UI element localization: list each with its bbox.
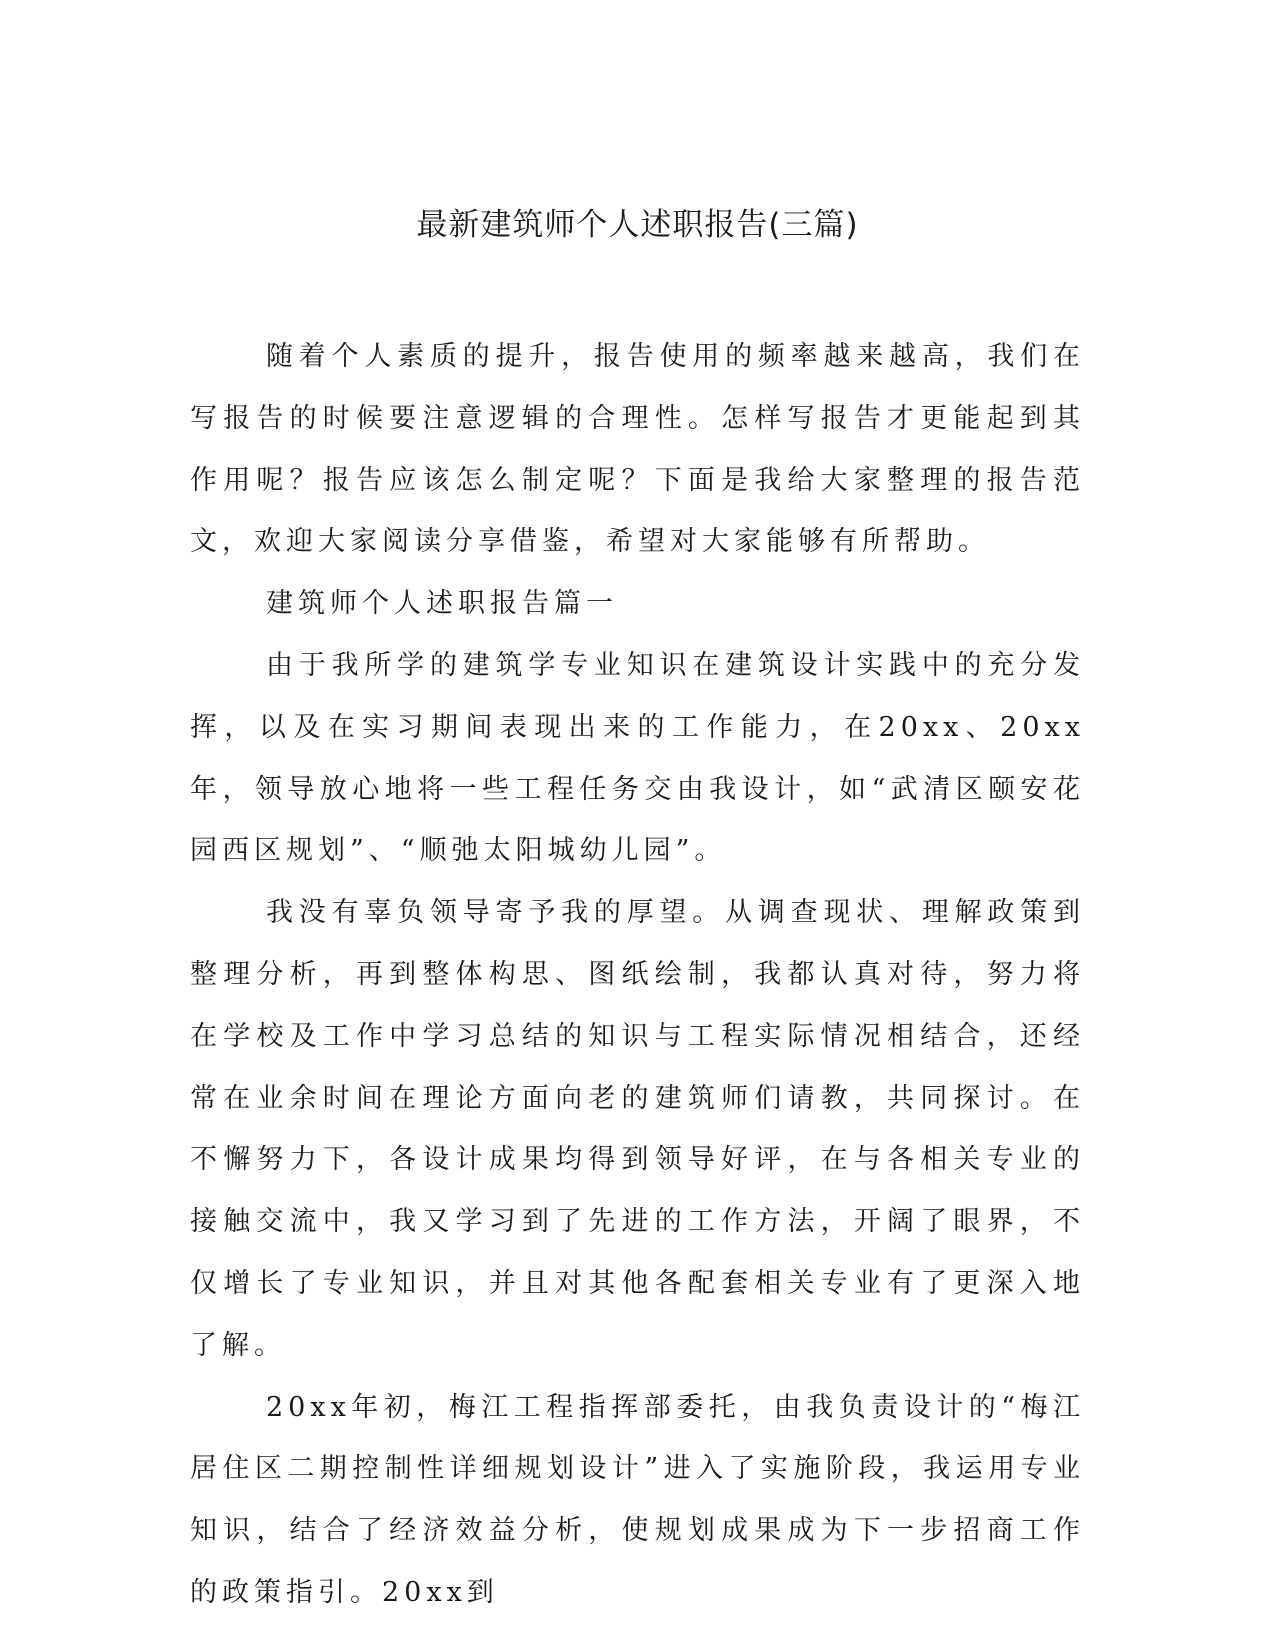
body-paragraph: 我没有辜负领导寄予我的厚望。从调查现状、理解政策到整理分析，再到整体构思、图纸绘制，我都认真对待，努力将在学校及工作中学习总结的知识与工程实际情况相结合，还经常在业余时间在理论方面向老的建筑师们请教，共同探讨。在不懈努力下，各设计成果均得到领导好评，在与各相关专业的接触交流中，我又学习到了先进的工作方法，开阔了眼界，不仅增长了专业知识，并且对其他各配套相关专业有了更深入地了解。: [190, 897, 1085, 1361]
intro-paragraph: 随着个人素质的提升，报告使用的频率越来越高，我们在写报告的时候要注意逻辑的合理性。怎样写报告才更能起到其作用呢？报告应该怎么制定呢？下面是我给大家整理的报告范文，欢迎大家阅读分享借鉴，希望对大家能够有所帮助。: [190, 341, 1085, 558]
document-body: [190, 326, 1085, 1624]
document-title: 最新建筑师个人述职报告(三篇): [416, 207, 859, 243]
body-paragraph: 20xx年初，梅江工程指挥部委托，由我负责设计的“梅江居住区二期控制性详细规划设计”进入了实施阶段，我运用专业知识，结合了经济效益分析，使规划成果成为下一步招商工作的政策指引。20xx到: [190, 1391, 1085, 1608]
section-heading: 建筑师个人述职报告篇一: [266, 588, 618, 620]
body-paragraph: 由于我所学的建筑学专业知识在建筑设计实践中的充分发挥，以及在实习期间表现出来的工作能力，在20xx、20xx年，领导放心地将一些工程任务交由我设计，如“武清区颐安花园西区规划”、“顺弛太阳城幼儿园”。: [190, 649, 1085, 867]
